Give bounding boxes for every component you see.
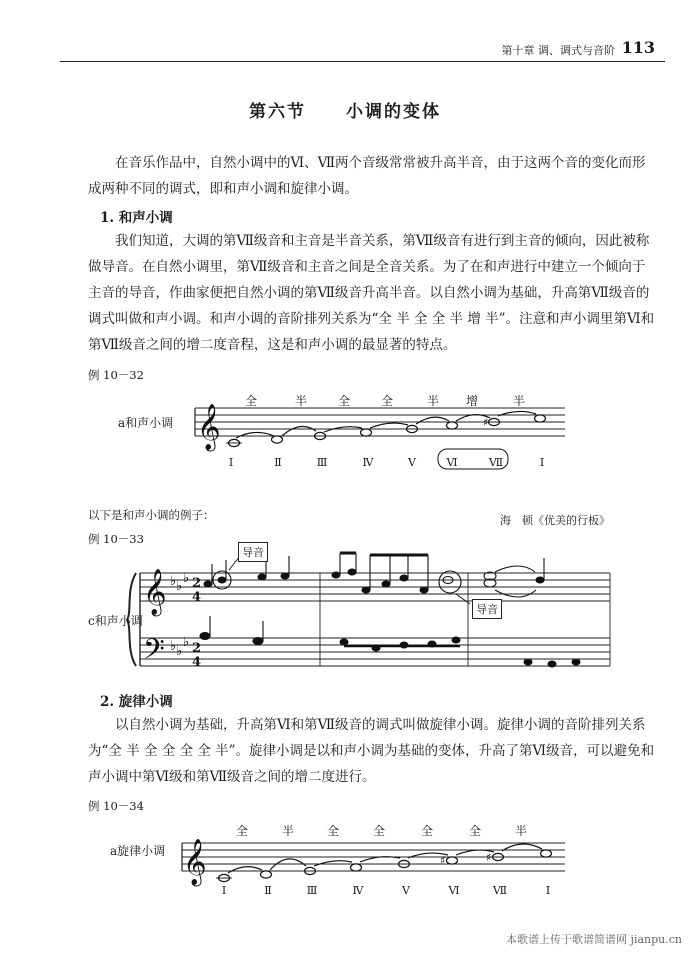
leading-tone-label: 导音 xyxy=(238,542,268,562)
interval-label: 全 xyxy=(244,394,257,408)
interval-label: 半 xyxy=(512,394,525,408)
time-signature: 4 xyxy=(192,655,202,670)
intro-paragraph: 在音乐作品中，自然小调中的Ⅵ、Ⅶ两个音级常常被升高半音，由于这两个音的变化而形成两种不同的调式，即和声小调和旋律小调。 xyxy=(88,155,646,197)
degree-label: Ⅲ xyxy=(316,456,328,469)
interval-label: 全 xyxy=(420,824,433,838)
treble-clef-icon: 𝄞 xyxy=(143,569,167,615)
page-number: 113 xyxy=(621,38,655,57)
degree-label: Ⅰ xyxy=(539,456,545,469)
flat-icon: ♭ xyxy=(183,571,190,586)
time-signature: 4 xyxy=(192,590,202,605)
scale-notes-1 xyxy=(226,411,546,469)
melodic-paragraph: 以自然小调为基础，升高第Ⅵ和第Ⅶ级音的调式叫做旋律小调。旋律小调的音阶排列关系为“全 半 全 全 全 全 半”。旋律小调是以和声小调为基础的变体，升高了第Ⅵ级音，可以避免和声小调中第Ⅵ级和第Ⅶ级音之间的增二度进行。 xyxy=(88,717,655,785)
degree-label: Ⅵ xyxy=(448,884,460,897)
example-label-2: 例 10－33 xyxy=(88,532,144,546)
example-label-3: 例 10－34 xyxy=(88,799,144,813)
harmonic-paragraph: 我们知道，大调的第Ⅶ级音和主音是半音关系，第Ⅶ级音有进行到主音的倾向，因此被称做导音。在自然小调里，第Ⅶ级音和主音之间是全音关系。为了在和声进行中建立一个倾向于主音的导音，作曲家便把自然小调的第Ⅶ级音升高半音。以自然小调为基础，升高第Ⅶ级音的调式叫做和声小调。和声小调的音阶排列关系为“全 半 全 全 半 增 半”。注意和声小调里第Ⅵ和第Ⅶ级音之间的增二度音程，这是和声小调的最显著的特点。 xyxy=(88,233,655,353)
interval-label: 全 xyxy=(468,824,481,838)
example-text-intro: 以下是和声小调的例子： xyxy=(88,508,215,522)
scale-name-2: c和声小调 xyxy=(88,614,143,628)
interval-label: 半 xyxy=(281,824,294,838)
flat-icon: ♭ xyxy=(176,644,183,659)
leading-tone-label: 导音 xyxy=(472,599,502,619)
sharp-icon: ♯ xyxy=(483,416,489,429)
degree-label: Ⅱ xyxy=(274,456,282,469)
section-name: 小调的变体 xyxy=(345,102,441,122)
scale-name-3: a旋律小调 xyxy=(110,844,166,858)
degree-label: Ⅰ xyxy=(221,884,227,897)
interval-label: 半 xyxy=(514,824,527,838)
melodic-heading: 2. 旋律小调 xyxy=(100,694,173,710)
treble-clef-icon: 𝄞 xyxy=(183,839,207,885)
degree-label: Ⅰ xyxy=(228,456,234,469)
degree-label: Ⅰ xyxy=(545,884,551,897)
time-signature: 2 xyxy=(192,641,202,656)
interval-label: 全 xyxy=(326,824,339,838)
degree-label: Ⅱ xyxy=(264,884,272,897)
interval-label: 半 xyxy=(426,394,439,408)
bass-clef-icon: 𝄢 xyxy=(143,633,165,673)
degree-label: Ⅲ xyxy=(306,884,318,897)
interval-label: 增 xyxy=(465,394,478,408)
degree-label: Ⅶ xyxy=(488,456,504,469)
chapter-title: 第十章 调、调式与音阶 xyxy=(501,44,615,57)
flat-icon: ♭ xyxy=(176,579,183,594)
degree-label: Ⅳ xyxy=(362,456,374,469)
section-number: 第六节 xyxy=(249,102,307,122)
sharp-icon: ♯ xyxy=(486,851,492,864)
degree-label: Ⅳ xyxy=(352,884,364,897)
degree-label: Ⅴ xyxy=(402,884,410,897)
composer-credit: 海 顿《优美的行板》 xyxy=(500,514,610,527)
flat-icon: ♭ xyxy=(170,639,177,654)
flat-icon: ♭ xyxy=(170,574,177,589)
sharp-icon: ♯ xyxy=(440,854,446,867)
interval-label: 全 xyxy=(380,394,393,408)
scale-name-1: a和声小调 xyxy=(118,416,174,430)
degree-label: Ⅴ xyxy=(408,456,416,469)
interval-label: 全 xyxy=(372,824,385,838)
watermark: 本歌谱上传于歌谱简谱网 jianpu.cn xyxy=(506,933,682,946)
treble-clef-icon: 𝄞 xyxy=(197,404,221,450)
harmonic-heading: 1. 和声小调 xyxy=(100,210,173,226)
degree-label: Ⅵ xyxy=(446,456,458,469)
interval-label: 全 xyxy=(337,394,350,408)
time-signature: 2 xyxy=(192,576,202,591)
example-label-1: 例 10－32 xyxy=(88,368,144,382)
flat-icon: ♭ xyxy=(183,635,190,650)
haydn-excerpt xyxy=(200,553,580,667)
interval-label: 半 xyxy=(294,394,307,408)
interval-label: 全 xyxy=(235,824,248,838)
degree-label: Ⅶ xyxy=(492,884,508,897)
